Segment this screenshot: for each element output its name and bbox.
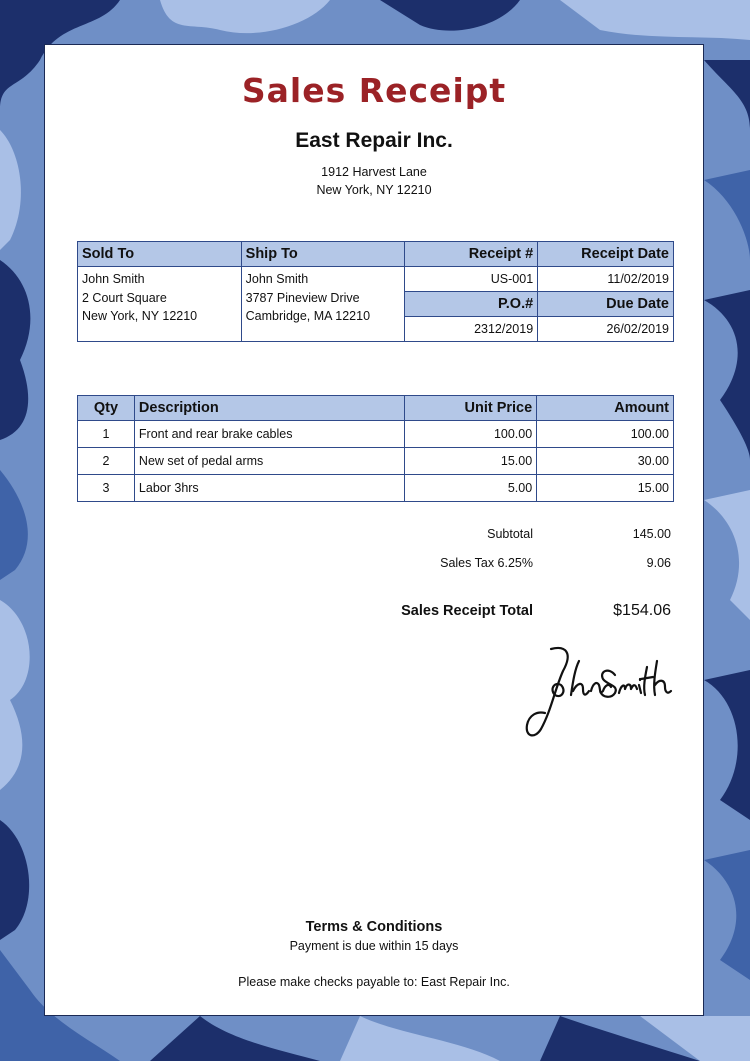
item-unit-price: 15.00 — [405, 448, 537, 475]
company-address-line1: 1912 Harvest Lane — [321, 165, 427, 179]
document-title: Sales Receipt — [241, 71, 507, 110]
subtotal-label: Subtotal — [487, 527, 533, 541]
item-qty: 1 — [78, 421, 135, 448]
due-date-header: Due Date — [538, 291, 673, 317]
subtotal-value: 145.00 — [632, 527, 671, 541]
ship-to-line: 3787 Pineview Drive — [245, 290, 360, 305]
terms-title: Terms & Conditions — [305, 919, 443, 935]
item-unit-price: 100.00 — [405, 421, 537, 448]
terms-text: Payment is due within 15 days — [289, 939, 459, 953]
line-items-table — [77, 395, 674, 502]
receipt-meta-left — [405, 267, 538, 342]
sales-tax-value: 9.06 — [646, 556, 671, 570]
receipt-date-header: Receipt Date — [538, 242, 674, 267]
due-date: 26/02/2019 — [606, 322, 669, 336]
unit-price-header: Unit Price — [405, 396, 537, 421]
item-qty: 2 — [78, 448, 135, 475]
table-row — [78, 475, 674, 502]
item-description: Front and rear brake cables — [134, 421, 404, 448]
amount-header: Amount — [537, 396, 674, 421]
ship-to-line: John Smith — [245, 272, 309, 286]
item-description: New set of pedal arms — [134, 448, 404, 475]
qty-header: Qty — [78, 396, 135, 421]
receipt-number-header: Receipt # — [405, 242, 538, 267]
item-description: Labor 3hrs — [134, 475, 404, 502]
sold-to-line: New York, NY 12210 — [82, 309, 198, 323]
ship-to-header: Ship To — [241, 242, 405, 267]
total-value: $154.06 — [613, 602, 671, 619]
sold-to-header: Sold To — [78, 242, 242, 267]
receipt-date: 11/02/2019 — [607, 272, 669, 286]
receipt-number: US-001 — [490, 272, 534, 286]
item-amount: 100.00 — [537, 421, 674, 448]
ship-to-block — [241, 267, 405, 342]
po-header: P.O.# — [405, 291, 537, 317]
sales-tax-label: Sales Tax 6.25% — [440, 556, 533, 570]
item-amount: 30.00 — [537, 448, 674, 475]
sold-to-line: 2 Court Square — [82, 290, 167, 305]
table-row — [78, 421, 674, 448]
sold-to-block — [78, 267, 242, 342]
table-row — [78, 448, 674, 475]
payable-note: Please make checks payable to: East Repair Inc. — [238, 975, 510, 989]
item-amount: 15.00 — [537, 475, 674, 502]
receipt-info-table — [77, 241, 674, 342]
ship-to-line: Cambridge, MA 12210 — [245, 309, 371, 323]
item-unit-price: 5.00 — [405, 475, 537, 502]
item-qty: 3 — [78, 475, 135, 502]
sold-to-line: John Smith — [82, 272, 145, 286]
company-name: East Repair Inc. — [295, 129, 453, 152]
receipt-sheet — [44, 44, 704, 1016]
description-header: Description — [134, 396, 404, 421]
receipt-meta-right — [538, 267, 674, 342]
po-number: 2312/2019 — [474, 322, 534, 336]
total-label: Sales Receipt Total — [401, 603, 533, 619]
company-address-line2: New York, NY 12210 — [316, 183, 432, 197]
signature-image — [511, 641, 677, 741]
